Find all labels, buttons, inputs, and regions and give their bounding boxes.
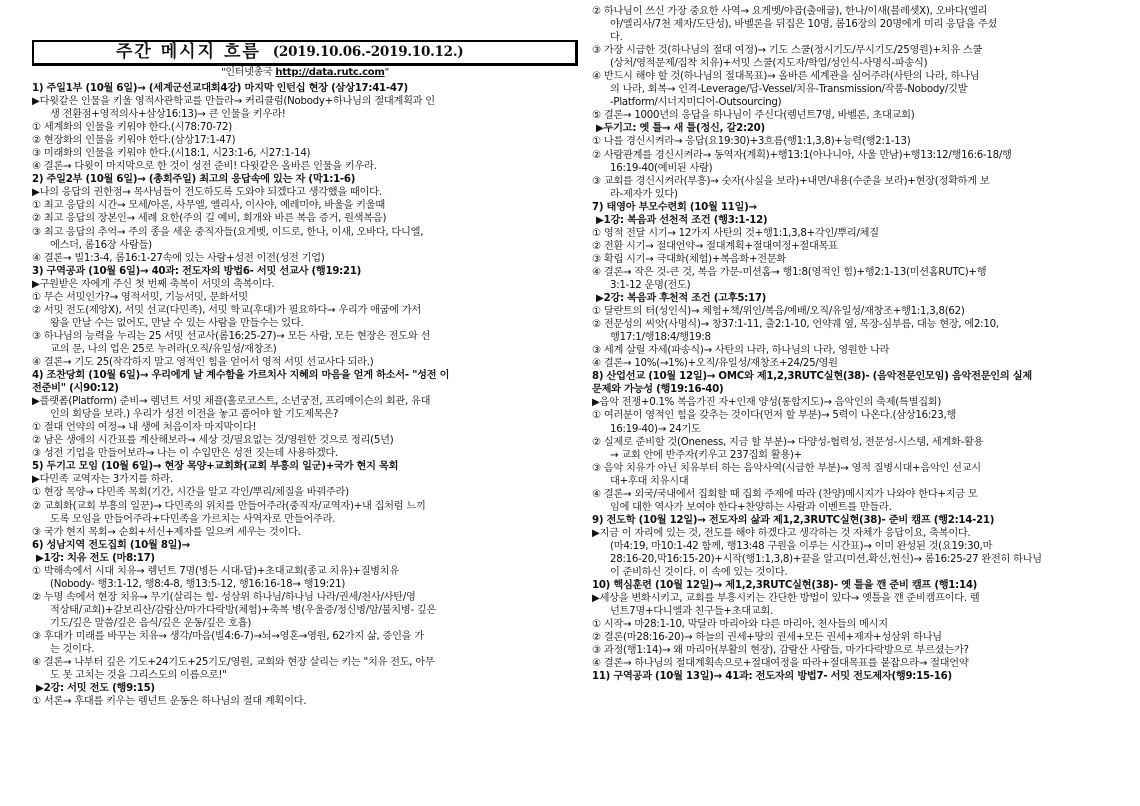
message-line: ① 달란트의 터(성인식)→ 체험+책/위인/복음/예배/오직/유일성/재창조+행1:1,3,8(62) (592, 306, 965, 318)
page-title: 주간 메시지 흐름 (116, 41, 261, 62)
message-line: (Nobody- 행3:1-12, 행8:4-8, 행13:5-12, 행16:16-18→ 행19:21) (50, 578, 346, 590)
section-heading: 8) 산업선교 (10월 12일)→ OMC와 제1,2,3RUTC실현(38)- (음악전문인모임) 음악전문인의 실제 (592, 371, 1032, 383)
message-line: 기도/깊은 말씀/깊은 음식/깊은 운동/깊은 호흡) (50, 617, 252, 629)
message-line: 도 못 고치는 것을 그리스도의 이름으로!" (50, 670, 227, 682)
message-line: ③ 음악 치유가 아닌 치유부터 하는 음악사역(시급한 부분)→ 영적 질병시대+음악인 선교시 (592, 462, 981, 474)
message-line: 넌트7명+다니엘과 친구들+초대교회. (610, 606, 774, 618)
message-line: ③ 후대가 미래를 바꾸는 치유→ 생각/마음(빌4:6-7)→뇌→영혼→영원, 62가지 삶, 증인을 가 (32, 630, 424, 642)
message-line: ③ 성전 기업을 만들어보라→ 나는 이 수입만은 성전 짓는데 사용하겠다. (32, 448, 339, 460)
message-line: ▶플랫폼(Platform) 준비→ 렘넌트 서밋 채플(홀로코스트, 소년궁전, 프리메이슨의 회관, 유대 (32, 396, 431, 408)
message-line: ③ 국가 현지 목회→ 순회+서신+제자를 일으켜 세우는 것이다. (32, 526, 301, 538)
message-line: 는 것이다. (50, 644, 95, 656)
message-line: ③ 교회를 경신시켜라(부흥)→ 숫자(사실을 보라)+내면/내용(수준을 보라)+현장(정확하게 보 (592, 175, 990, 187)
message-line: ② 남은 생애의 시간표를 계산해보라→ 세상 것/필요없는 것/영원한 것으로 정리(5년) (32, 435, 394, 447)
message-line: ① 서론→ 후대를 키우는 렘넌트 운동은 하나님의 절대 계획이다. (32, 696, 307, 708)
message-line: ③ 가장 시급한 것(하나님의 절대 여정)→ 기도 스쿨(정시기도/무시기도/25영원)+치유 스쿨 (592, 45, 982, 57)
message-line: ① 최고 응답의 시간→ 모세/아론, 사무엘, 엘리사, 이사야, 예레미야, 바울을 키울때 (32, 200, 385, 212)
message-line: ▶음악 전쟁+0.1% 복음가진 자+인재 양성(통합지도)→ 음악인의 축제(특별집회) (592, 397, 942, 409)
message-line: ② 누명 속에서 현장 치유→ 무기(살리는 힘- 성삼위 하나님/하나님 나라/권세/천사/사탄/영 (32, 591, 416, 603)
message-line: ④ 결론→ 하나님의 절대계획속으로+절대여정을 따라+절대목표를 붙잡으라→ 절대언약 (592, 658, 969, 670)
message-line: 교의 문, 나의 업은 25로 누려라(오직/유일성/재창조) (50, 343, 277, 355)
message-line: ① 세계화의 인물을 키워야 한다.(시78:70-72) (32, 122, 232, 134)
message-line: ② 하나님이 쓰신 가장 중요한 사역→ 요게벳/야곱(출애굽), 한나/이새(블레셋X), 오바다(엘리 (592, 6, 988, 17)
message-line: ② 전문성의 씨앗(사명식)→ 창37:1-11, 출2:1-10, 언약궤 옆, 목장-심부름, 대능 현장, 에2:10, (592, 319, 999, 331)
message-line: 야/엘리사/7천 제자/도단성), 바벨론을 뒤집은 10명, 롬16장의 20명에게 미리 응답을 주셨 (610, 19, 998, 31)
message-line: 생 전환점+영적의사+삼상16:13)→ 큰 인물을 키우라! (50, 109, 286, 121)
message-line: (마4:19, 마10:1-42 함께, 행13:48 구원을 이루는 시간표)→ 이미 완성된 것(요19:30,마 (610, 540, 993, 552)
message-line: 16:19-40(예비된 사람) (610, 162, 713, 174)
subsection-heading: ▶두기고: 옛 틀→ 새 틀(정신, 갈2:20) (596, 123, 765, 135)
subsection-heading: ▶1강: 복음과 선천적 조건 (행3:1-12) (596, 214, 768, 226)
section-heading: 2) 주일2부 (10월 6일)→ (총회주일) 최고의 응답속에 있는 자 (막1:1-6) (32, 174, 356, 186)
message-line: ① 현장 목양→ 다민족 목회(기간, 시간을 알고 각인/뿌리/체질을 바꿔주라) (32, 487, 349, 499)
message-line: ▶나의 응답의 권한점→ 목사님들이 전도하도록 도와야 되겠다고 생각했을 때이다. (32, 187, 382, 199)
message-line: 임에 대한 역사가 보여야 한다+찬양하는 사람과 이벤트를 만들라. (610, 501, 892, 513)
message-line: ④ 반드시 해야 할 것(하나님의 절대목표)→ 올바른 세계관을 심어주라(사탄의 나라, 하나님 (592, 71, 980, 83)
subsection-heading: ▶1강: 치유 전도 (마8:17) (36, 552, 155, 564)
message-line: ▶다윗같은 인물을 키울 영적사관학교를 만들라→ 커리큘럼(Nobody+하나님의 절대계획과 인 (32, 96, 435, 108)
section-heading: 6) 성남지역 전도집회 (10월 8일)→ (32, 539, 190, 551)
message-line: 인의 회당을 보라.) 우리가 성전 이전을 놓고 품어야 할 기도제목은? (50, 409, 339, 421)
section-heading: 1) 주일1부 (10월 6일)→ (세계군선교대회4강) 마지막 인턴십 현장 (삼상17:41-47) (32, 83, 408, 94)
message-line: ▶다민족 교역자는 3가지를 하라. (32, 474, 173, 486)
message-line: -Platform/시너지미디어-Outsourcing) (610, 97, 782, 109)
message-line: ③ 세계 살릴 자세(파송식)→ 사탄의 나라, 하나님의 나라, 영원한 나라 (592, 345, 890, 357)
message-line: 대+후대 치유시대 (610, 475, 689, 487)
message-line: 왕을 만날 수는 없어도, 만날 수 있는 사람을 만들수는 있다. (50, 317, 304, 329)
message-line: ① 무슨 서밋인가?→ 영적서밋, 기능서밋, 문화서밋 (32, 291, 248, 303)
message-line: 의 나라, 회복→ 인격-Leverage/답-Vessel/치유-Transmission/작품-Nobody/깃발 (610, 84, 968, 96)
section-heading: 전준비" (시90:12) (32, 383, 119, 395)
message-line: ③ 하나님의 능력을 누리는 25 서밋 선교사(롬16:25-27)→ 모든 사람, 모든 현장은 전도와 선 (32, 330, 431, 342)
message-line: ① 박해속에서 시대 치유→ 렘넌트 7명(병든 시대-답)+초대교회(종교 치유)+질병치유 (32, 565, 399, 577)
section-heading: 4) 조찬당회 (10월 6일)→ 우리에게 날 계수함을 가르치사 지혜의 마음을 얻게 하소서- "성전 이 (32, 370, 450, 382)
site-prefix: "인터넷총국 (221, 67, 276, 78)
message-line: ② 실제로 준비할 것(Oneness, 지금 할 부분)→ 다양성-협력성, 전문성-시스템, 세계화-활용 (592, 436, 984, 448)
message-line: ④ 결론→ 작은 것-큰 것, 복음 가문-미션홈→ 행1:8(영적인 힘)+행2:1-13(미션홈RUTC)+행 (592, 266, 987, 278)
subsection-heading: ▶2강: 복음과 후천적 조건 (고후5:17) (596, 293, 767, 305)
left-message-list (32, 82, 578, 708)
left-column (32, 0, 578, 708)
message-line: 에스더, 롬16장 사람들) (50, 239, 152, 251)
message-line: ① 영적 전달 시기→ 12가지 사탄의 것+행1:1,3,8+각인/뿌리/체질 (592, 227, 879, 239)
message-line: 3:1-12 운명(전도) (610, 279, 691, 291)
message-line: ② 최고 응답의 장본인→ 세례 요한(주의 길 예비, 회개와 바른 복음 증거, 원색복음) (32, 213, 387, 225)
message-line: ① 시작→ 마28:1-10, 막달라 마리아와 다른 마리아, 천사들의 메시지 (592, 619, 888, 631)
message-line: 이 준비하신 것이다. 이 속에 있는 것이다. (610, 567, 788, 579)
message-line: → 교회 안에 반주자(키우고 237집회 활용)+ (610, 449, 802, 461)
message-line: ▶구원받은 자에게 주신 첫 번째 축복이 서밋의 축복이다. (32, 278, 275, 290)
message-line: 28:16-20,막16:15-20)+시작(행1:1,3,8)+끝을 알고(미션,확신,헌신)→ 롬16:25-27 완전히 하나님 (610, 553, 1042, 565)
message-line: 적상태/교회)+갈보리산/감람산/마가다락방(체험)+축복 병(우울증/정신병/암/불치병- 깊은 (50, 604, 437, 616)
section-heading: 7) 태영아 부모수련회 (10월 11일)→ (592, 201, 757, 213)
message-line: ③ 확립 시기→ 극대화(체험)+복음화+전문화 (592, 253, 787, 265)
message-line: ① 나를 경신시켜라→ 응답(요19:30)+3흐름(행1:1,3,8)+능력(행2:1-13) (592, 136, 911, 148)
section-heading: 3) 구역공과 (10월 6일)→ 40과: 전도자의 방법6- 서밋 선교사 (행19:21) (32, 265, 362, 277)
message-line: ① 여러분이 영적인 힘을 갖추는 것이다(먼저 할 부분)→ 5력이 나온다.(삼상16:23,행 (592, 410, 957, 422)
right-column (592, 5, 1110, 683)
message-line: ④ 결론→ 10%(→1%)+오직/유일성/재창조+24/25/영원 (592, 358, 838, 370)
right-message-list (592, 5, 1110, 683)
message-line: ② 서밋 전도(제앙X), 서밋 선교(다민족), 서밋 학교(후대)가 필요하다→ 우리가 애굽에 가서 (32, 304, 422, 316)
message-line: 행17:1/행18:4/행19:8 (610, 332, 711, 344)
message-line: ② 사람관계를 경신시켜라→ 동역자(계획)+행13:1(아나니아, 사울 만남)+행13:12/행16:6-18/행 (592, 149, 1012, 161)
section-heading: 문제와 가능성 (행19:16-40) (592, 384, 724, 396)
site-reference (32, 66, 578, 80)
message-line: ② 전환 시기→ 절대언약→ 절대계획+절대여정+절대목표 (592, 240, 838, 252)
message-line: 다. (610, 32, 623, 44)
message-line: ④ 결론→ 빌1:3-4, 롬16:1-27속에 있는 사람+성전 이전(성전 기업) (32, 252, 325, 264)
section-heading: 5) 두기고 모임 (10월 6일)→ 현장 목양+교회화(교회 부흥의 일군)+국가 현지 목회 (32, 461, 399, 473)
message-line: ② 교회화(교회 부흥의 일꾼)→ 다민족의 위치를 만들어주라(중직자/교역자)+내 집처럼 느끼 (32, 500, 426, 512)
message-line: ③ 과정(행1:14)→ 왜 마리아(부활의 현장), 감람산 사람들, 마가다락방으로 부르셨는가? (592, 645, 969, 657)
message-line: ③ 미래화의 인물을 키워야 한다.(시18:1, 시23:1-6, 시27:1-14) (32, 148, 311, 160)
message-line: 도록 모임을 만들어주라+다민족을 가르치는 사역자로 만들어주라. (50, 513, 336, 525)
site-suffix: " (384, 67, 389, 78)
title-box (32, 40, 578, 66)
message-line: 라-제자가 있다) (610, 188, 678, 200)
message-line: ③ 최고 응답의 추억→ 주의 종을 세운 중직자들(요게벳, 이드로, 한나, 이새, 오바다, 다니엘, (32, 226, 424, 238)
section-heading: 10) 핵심훈련 (10월 12일)→ 제1,2,3RUTC실현(38)- 옛 틀을 깬 준비 캠프 (행1:14) (592, 580, 978, 592)
message-line: ▶지금 이 자리에 있는 것, 전도를 해야 하겠다고 생각하는 것 자체가 응답이요, 축복이다. (592, 527, 971, 539)
message-line: ④ 결론→ 외국/국내에서 집회할 때 집회 주제에 따라 (찬양)메시지가 나와야 한다+지금 모 (592, 488, 978, 500)
message-line: ④ 결론→ 나부터 깊은 기도+24기도+25기도/영원, 교회와 현장 살리는 키는 "치유 전도, 아무 (32, 657, 435, 669)
subsection-heading: ▶2강: 서밋 전도 (행9:15) (36, 683, 155, 695)
message-line: 16:19-40)→ 24기도 (610, 423, 701, 435)
message-line: ⑤ 결론→ 1000년의 응답을 하나님이 주신다(렘넌트7명, 바벨론, 초대교회) (592, 110, 915, 122)
message-line: ④ 결론→ 기도 25(작각하지 말고 영적인 힘을 얻어서 영적 서밋 선교사다 되라.) (32, 356, 374, 368)
message-line: (상처/영적문제/집착 치유)+서밋 스쿨(지도자/학업/성인식-사명식-파송식) (610, 58, 928, 70)
message-line: ② 현장화의 인물을 키워야 한다.(삼상17:1-47) (32, 135, 236, 147)
site-link[interactable]: http://data.rutc.com (275, 67, 385, 78)
section-heading: 9) 전도학 (10월 12일)→ 전도자의 삶과 제1,2,3RUTC실현(38)- 준비 캠프 (행2:14-21) (592, 514, 995, 526)
message-line: ② 결론(마28:16-20)→ 하늘의 권세+땅의 권세+모든 권세+제자+성삼위 하나님 (592, 632, 942, 644)
message-line: ④ 결론→ 다윗이 마지막으로 한 것이 성전 준비! 다윗같은 올바른 인물을 키우라. (32, 161, 377, 173)
date-range: (2019.10.06.-2019.10.12.) (272, 43, 464, 60)
section-heading: 11) 구역공과 (10월 13일)→ 41과: 전도자의 방법7- 서밋 전도제자(행9:15-16) (592, 671, 952, 683)
message-line: ① 절대 언약의 여정→ 내 생에 처음이자 마지막이다! (32, 422, 257, 434)
message-line: ▶세상을 변화시키고, 교회를 부흥시키는 간단한 방법이 있다→ 옛틀을 깬 준비캠프이다. 렘 (592, 593, 980, 605)
